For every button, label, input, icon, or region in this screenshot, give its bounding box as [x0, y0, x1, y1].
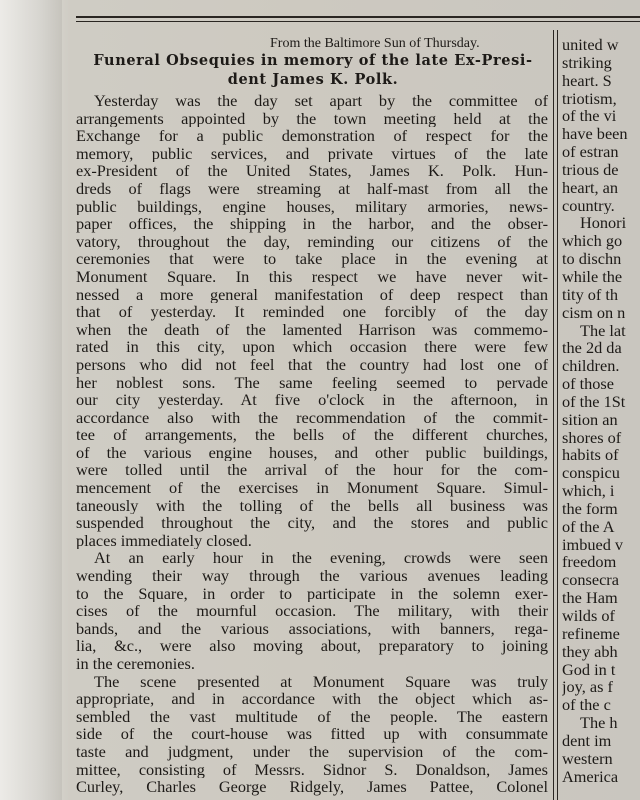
text-line: of the 1St	[562, 392, 626, 411]
text-line: arrangements appointed by the town meeting held at the	[76, 109, 548, 128]
text-line: triotism,	[562, 89, 617, 108]
text-line: western	[562, 749, 613, 768]
text-line: Monument Square. In this respect we have never wit-	[76, 267, 548, 286]
text-line: habits of	[562, 446, 619, 465]
text-line: God in t	[562, 660, 616, 679]
text-line: rated in this city, upon which occasion there were few	[76, 338, 548, 356]
text-line: lia, &c., were also moving about, preparatory to joining	[76, 637, 548, 655]
text-line: of estran	[562, 143, 619, 161]
text-line: of the c	[562, 696, 611, 715]
text-line: striking	[562, 53, 612, 72]
text-line: dreds of flags were streaming at half-mast from all the	[76, 179, 548, 198]
text-line: places immediately closed.	[76, 531, 252, 550]
text-line: shores of	[562, 428, 622, 447]
text-line: cism on n	[562, 303, 626, 322]
text-line: ex-President of the United States, James K. Polk. Hun-	[76, 162, 548, 180]
text-line: have been	[562, 125, 628, 144]
text-line: which, i	[562, 482, 615, 500]
article-headline	[74, 51, 552, 89]
text-line: our city yesterday. At five o'clock in the afternoon, in	[76, 391, 548, 409]
text-line: taneously with the tolling of the bells all business was	[76, 496, 548, 515]
text-line: united w	[562, 36, 619, 54]
text-line: vatory, throughout the day, reminding our citizens of the	[76, 232, 548, 251]
text-line: tee of arrangements, the bells of the different churches,	[76, 426, 548, 444]
text-line: when the death of the lamented Harrison was commemo-	[76, 320, 548, 339]
text-line: At an early hour in the evening, crowds were seen	[94, 549, 548, 568]
text-line: taste and judgment, under the supervision of the com-	[76, 742, 548, 761]
text-line: memory, public services, and private virtues of the late	[76, 144, 548, 163]
text-line: dent im	[562, 731, 612, 750]
text-line: mittee, consisting of Messrs. Sidnor S. Donaldson, James	[76, 760, 548, 779]
text-line: they abh	[562, 642, 618, 661]
text-line: imbued v	[562, 535, 624, 554]
text-line: accordance also with the recommendation of the commit-	[76, 408, 548, 427]
text-line: heart. S	[562, 71, 612, 90]
text-line: country.	[562, 196, 615, 215]
main-article-column	[76, 92, 548, 796]
text-line: conspicu	[562, 464, 620, 483]
text-line: sition an	[562, 410, 618, 429]
text-line: suspended throughout the city, and the stores and public	[76, 514, 548, 532]
text-line: Honori	[580, 214, 627, 233]
text-line: public buildings, engine houses, military armories, news-	[76, 197, 548, 216]
text-line: appropriate, and in accordance with the object which as-	[76, 690, 548, 708]
text-line: mencement of the exercises in Monument Square. Simul-	[76, 479, 548, 497]
text-line: Yesterday was the day set apart by the committee of	[94, 92, 548, 110]
text-line: persons who did not feel that the country had lost one of	[76, 355, 548, 374]
text-line: nessed a more general manifestation of deep respect than	[76, 285, 548, 304]
text-line: her noblest sons. The same feeling seemed to pervade	[76, 373, 548, 392]
text-line: of the A	[562, 517, 615, 536]
text-line: tity of th	[562, 285, 619, 304]
top-double-rule	[76, 16, 640, 22]
text-line: of the various engine houses, and other public buildings,	[76, 443, 548, 462]
text-line: were tolled until the arrival of the hour for the com-	[76, 461, 548, 480]
text-line: which go	[562, 232, 623, 251]
text-line: the Ham	[562, 589, 618, 607]
column-rule	[553, 30, 558, 800]
text-line: refineme	[562, 624, 620, 643]
text-line: consecra	[562, 571, 619, 590]
text-line: joy, as f	[562, 678, 613, 697]
text-line: trious de	[562, 160, 619, 179]
text-line: heart, an	[562, 178, 619, 197]
text-line: while the	[562, 267, 623, 286]
text-line: The lat	[580, 321, 626, 340]
text-line: sembled the vast multitude of the people. The eastern	[76, 707, 548, 726]
text-line: The h	[580, 714, 618, 732]
text-line: side of the court-house was fitted up with consummate	[76, 725, 548, 743]
headline-line: Funeral Obsequies in memory of the late Ex-Presi-	[93, 52, 533, 69]
text-line: children.	[562, 357, 620, 376]
text-line: the form	[562, 499, 618, 518]
text-line: freedom	[562, 553, 617, 572]
text-line: bands, and the various associations, with banners, rega-	[76, 619, 548, 638]
text-line: to the Square, in order to participate in the solemn exer-	[76, 584, 548, 603]
text-line: in the ceremonies.	[76, 655, 195, 673]
text-line: wilds of	[562, 607, 615, 625]
text-line: the 2d da	[562, 339, 622, 358]
source-attribution: From the Baltimore Sun of Thursday.	[270, 36, 480, 51]
text-line: The scene presented at Monument Square was truly	[94, 672, 548, 691]
text-line: ceremonies that were to take place in the evening at	[76, 250, 548, 268]
text-line: Curley, Charles George Ridgely, James Pattee, Colonel	[76, 778, 548, 796]
text-line: to dischn	[562, 250, 622, 268]
adjacent-article-column	[562, 36, 640, 785]
text-line: America	[562, 767, 619, 786]
text-line: cises of the mournful occasion. The military, with their	[76, 602, 548, 620]
text-line: that of yesterday. It reminded one forcibly of the day	[76, 303, 548, 321]
text-line: Exchange for a public demonstration of respect for the	[76, 127, 548, 145]
text-line: of the vi	[562, 107, 617, 126]
page-fold-margin	[0, 0, 62, 800]
headline-line: dent James K. Polk.	[227, 71, 399, 88]
text-line: paper offices, the shipping in the harbor, and the obser-	[76, 215, 548, 233]
text-line: of those	[562, 375, 614, 393]
text-line: wending their way through the various avenues leading	[76, 567, 548, 585]
